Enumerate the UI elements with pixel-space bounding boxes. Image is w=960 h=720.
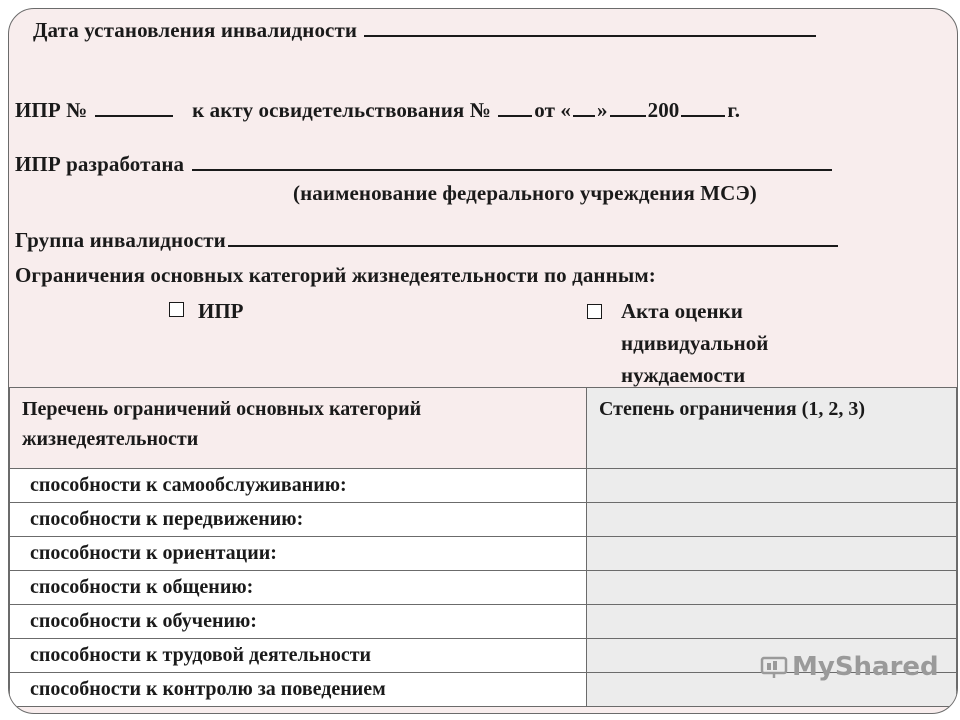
developed-line (15, 151, 834, 177)
act-number-field[interactable] (498, 97, 532, 117)
checkbox-ipr[interactable] (169, 302, 184, 317)
group-line (15, 227, 840, 253)
degree-cell[interactable] (587, 537, 957, 571)
degree-cell[interactable] (587, 469, 957, 503)
month-field[interactable] (610, 97, 646, 117)
developed-label: ИПР разработана (15, 152, 185, 176)
table-row (10, 605, 957, 639)
group-field[interactable] (228, 227, 838, 247)
group-label: Группа инвалидности (15, 228, 226, 252)
table-row (10, 469, 957, 503)
limits-intro: Ограничения основных категорий жизнедеятельности по данным: (15, 263, 656, 287)
row-label: способности к самообслуживанию: (10, 469, 587, 503)
option-act-label: Акта оценки ндивидуальной нуждаемости (621, 299, 769, 387)
row-label: способности к трудовой деятельности (10, 639, 587, 673)
row-label: способности к общению: (10, 571, 587, 605)
table-header-row (10, 388, 957, 469)
date-field[interactable] (364, 17, 816, 37)
option-ipr-label: ИПР (198, 299, 244, 323)
row-label: способности к передвижению: (10, 503, 587, 537)
date-line (33, 17, 818, 43)
degree-cell[interactable] (587, 571, 957, 605)
header-right: Степень ограничения (1, 2, 3) (587, 388, 957, 469)
ipr-line (15, 97, 740, 123)
option-act[interactable] (587, 295, 817, 391)
year-suffix: г. (727, 98, 741, 122)
checkbox-act[interactable] (587, 304, 602, 319)
option-ipr[interactable] (169, 295, 244, 327)
row-label: способности к обучению: (10, 605, 587, 639)
form-card (8, 8, 958, 714)
year-prefix: 200 (647, 98, 680, 122)
watermark-text: MyShared (792, 652, 939, 682)
developed-caption: (наименование федерального учреждения МСЭ) (293, 181, 757, 205)
table-row (10, 571, 957, 605)
ipr-label: ИПР № (15, 98, 88, 122)
date-label: Дата установления инвалидности (33, 18, 358, 42)
act-label: к акту освидетельствования № (192, 98, 491, 122)
degree-cell[interactable] (587, 605, 957, 639)
degree-cell[interactable] (587, 503, 957, 537)
year-field[interactable] (681, 97, 725, 117)
ipr-number-field[interactable] (95, 97, 173, 117)
header-left: Перечень ограничений основных категорий жизнедеятельности (10, 388, 587, 469)
row-label: способности к контролю за поведением (10, 673, 587, 707)
table-row (10, 537, 957, 571)
developed-field[interactable] (192, 151, 832, 171)
quote-open: « (560, 98, 571, 122)
presentation-icon (760, 655, 788, 679)
quote-close: » (597, 98, 608, 122)
watermark (760, 652, 939, 682)
table-row (10, 503, 957, 537)
day-field[interactable] (573, 97, 595, 117)
row-label: способности к ориентации: (10, 537, 587, 571)
from-label: от (534, 98, 556, 122)
